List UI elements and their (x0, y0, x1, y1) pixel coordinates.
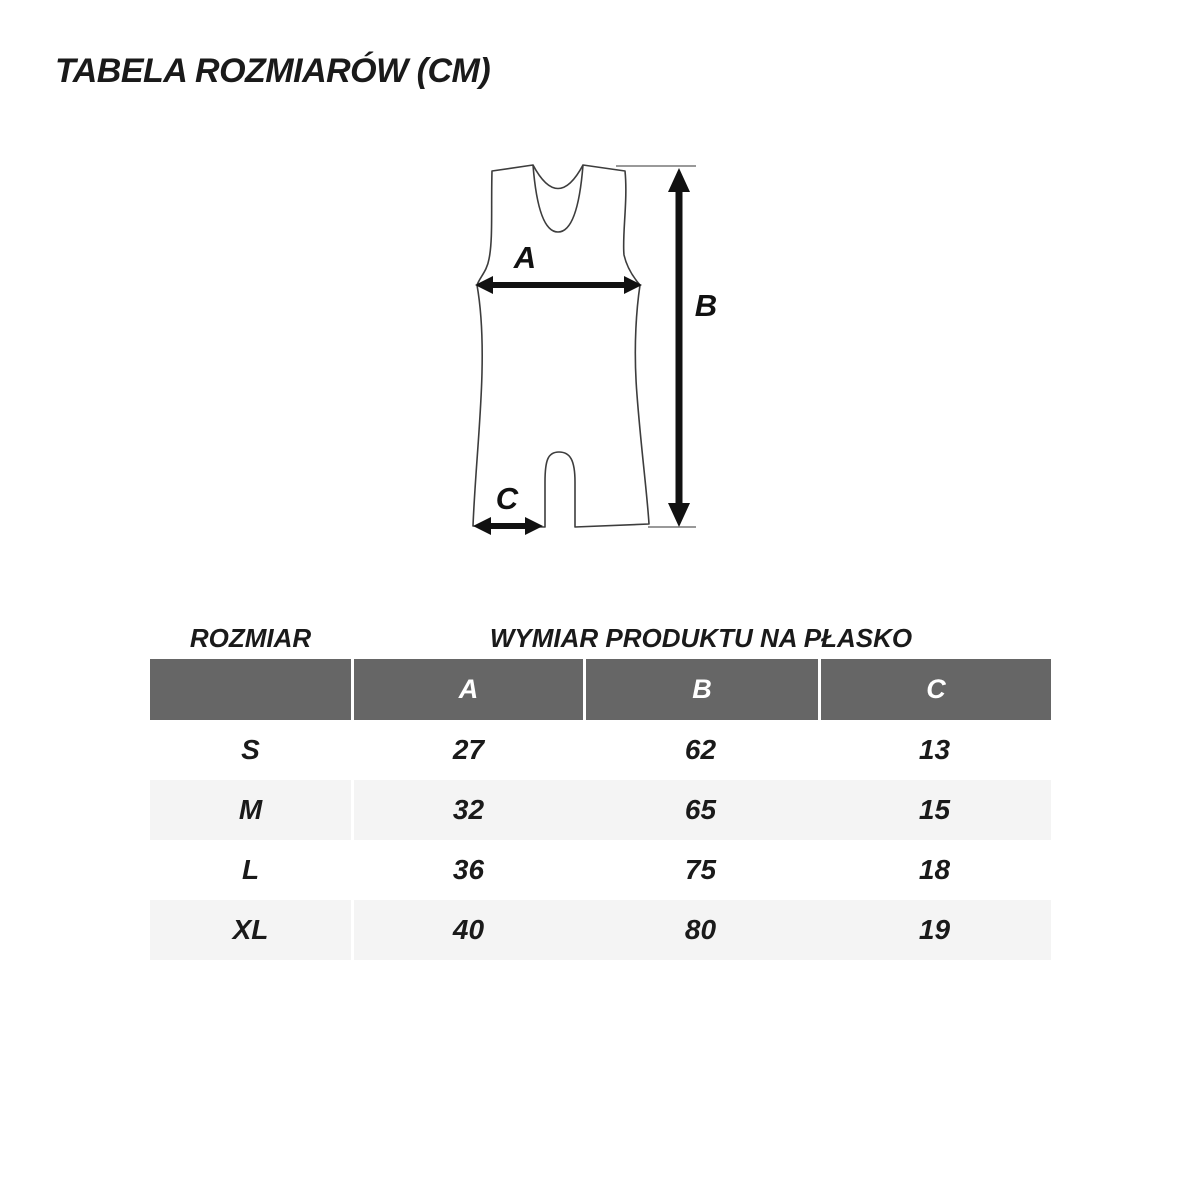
value-cell-a: 27 (452, 734, 485, 765)
header-cell-c: C (821, 659, 1051, 720)
value-cell-c: 13 (918, 734, 951, 765)
dim-b-arrowhead-top (668, 168, 690, 192)
dim-b-arrowhead-bottom (668, 503, 690, 527)
size-column-heading: ROZMIAR (189, 623, 312, 653)
table-header-row (150, 659, 1051, 720)
page-title: TABELA ROZMIARÓW (CM) (55, 52, 491, 90)
value-cell-b: 80 (583, 900, 818, 960)
back-collar-line (533, 165, 583, 189)
value-cell-c: 19 (818, 900, 1051, 960)
flat-measurement-heading: WYMIAR PRODUKTU NA PŁASKO (489, 623, 913, 653)
value-cell-a: 36 (452, 854, 485, 885)
size-cell: XL (150, 900, 351, 960)
size-table (150, 612, 1051, 960)
header-cell-a: A (354, 659, 583, 720)
value-cell-b: 75 (684, 854, 717, 885)
size-cell: S (241, 734, 260, 765)
table-row-xl (150, 900, 1051, 960)
value-cell-a: 40 (354, 900, 583, 960)
header-cell-empty (150, 659, 351, 720)
value-cell-a: 32 (354, 780, 583, 840)
singlet-schematic-icon (430, 130, 770, 570)
dim-label-c: C (495, 481, 519, 516)
value-cell-b: 65 (583, 780, 818, 840)
value-cell-c: 18 (918, 854, 951, 885)
table-section-labels (150, 612, 1051, 659)
singlet-outline-icon (473, 165, 649, 527)
size-cell: L (241, 854, 260, 885)
garment-diagram (430, 130, 770, 570)
table-row-l (150, 840, 1051, 900)
table-row-s (150, 720, 1051, 780)
dim-label-b: B (694, 288, 718, 323)
value-cell-c: 15 (818, 780, 1051, 840)
header-cell-b: B (586, 659, 818, 720)
size-cell: M (150, 780, 351, 840)
value-cell-b: 62 (684, 734, 717, 765)
dim-label-a: A (513, 240, 537, 275)
table-row-m (150, 780, 1051, 840)
